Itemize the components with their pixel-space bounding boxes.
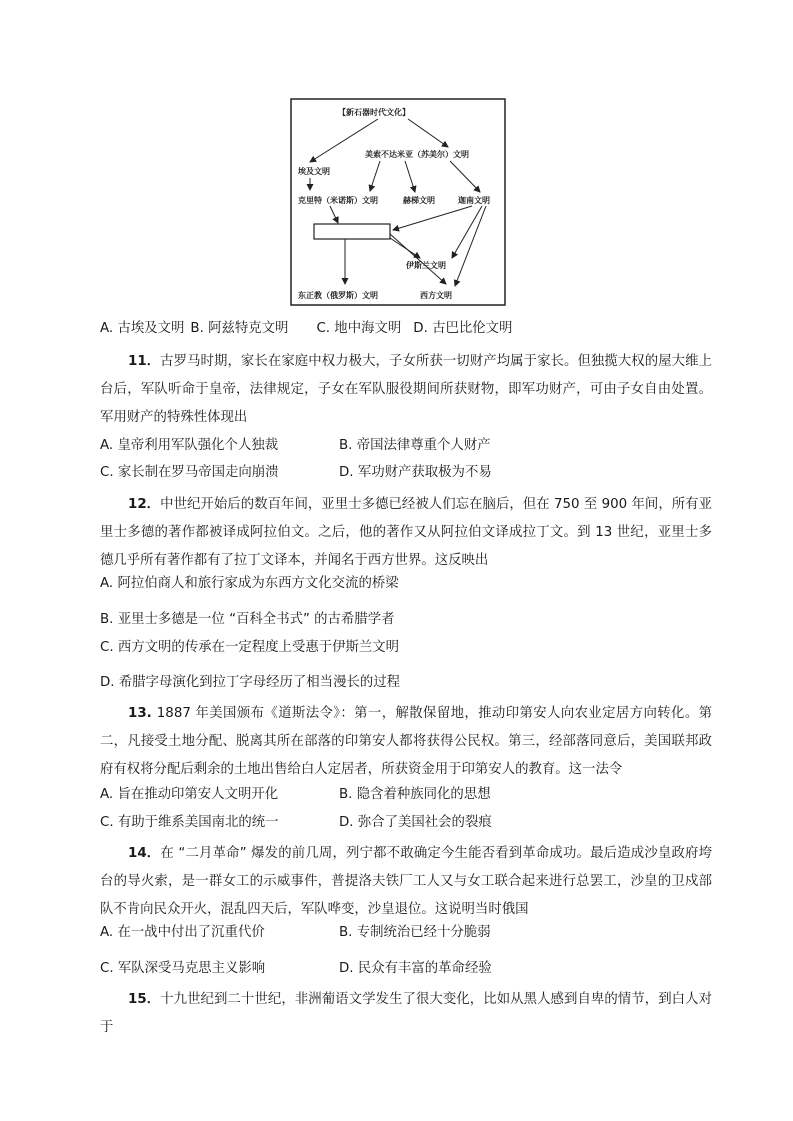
q11-stem bbox=[100, 348, 712, 432]
q11-option-b[interactable]: B. 帝国法律尊重个人财产 bbox=[339, 438, 491, 453]
diagram-node-orthodox: 东正教（俄罗斯）文明 bbox=[298, 290, 378, 300]
q11-text: 古罗马时期，家长在家庭中权力极大，子女所获一切财产均属于家长。但独揽大权的屋大维上台后，军队听命于皇帝，法律规定，子女在军队服役期间所获财物，即军功财产，可由子女自由处置。军用财产的特殊性体现出 bbox=[100, 354, 712, 425]
q10-option-b[interactable]: B. 阿兹特克文明 bbox=[190, 321, 289, 336]
q12-option-a[interactable]: A. 阿拉伯商人和旅行家成为东西方文化交流的桥梁 bbox=[100, 576, 399, 591]
q15-stem bbox=[100, 986, 712, 1042]
q15-number: 15． bbox=[128, 992, 161, 1007]
q14-option-c[interactable]: C. 军队深受马克思主义影响 bbox=[100, 961, 266, 976]
q10-option-a[interactable]: A. 古埃及文明 bbox=[100, 321, 185, 336]
q14-option-a[interactable]: A. 在一战中付出了沉重代价 bbox=[100, 925, 265, 940]
q14-number: 14． bbox=[128, 846, 161, 861]
q12-option-d[interactable]: D. 希腊字母演化到拉丁字母经历了相当漫长的过程 bbox=[100, 675, 401, 690]
q13-option-c[interactable]: C. 有助于维系美国南北的统一 bbox=[100, 815, 279, 830]
q13-text: 1887 年美国颁布《道斯法令》：第一，解散保留地，推动印第安人向农业定居方向转化。第二，凡接受土地分配、脱离其所在部落的印第安人都将获得公民权。第三，经部落同意后，美国联邦政府有权将分配后剩余的土地出售给白人定居者，所获资金用于印第安人的教育。这一法令 bbox=[100, 706, 712, 777]
civilization-diagram bbox=[290, 98, 506, 306]
q13-stem bbox=[100, 700, 712, 784]
q11-number: 11． bbox=[128, 354, 161, 369]
q12-text: 中世纪开始后的数百年间，亚里士多德已经被人们忘在脑后，但在 750 至 900 年间，所有亚里士多德的著作都被译成阿拉伯文。之后，他的著作又从阿拉伯文译成拉丁文。到 13 世纪，亚里士多德几乎所有著作都有了拉丁文译本，并闻名于西方世界。这反映出 bbox=[100, 497, 713, 568]
q14-option-b[interactable]: B. 专制统治已经十分脆弱 bbox=[339, 925, 491, 940]
q14-option-d[interactable]: D. 民众有丰富的革命经验 bbox=[339, 961, 492, 976]
q10-option-d[interactable]: D. 古巴比伦文明 bbox=[413, 321, 513, 336]
diagram-node-crete: 克里特（米诺斯）文明 bbox=[298, 195, 378, 205]
q13-option-d[interactable]: D. 弥合了美国社会的裂痕 bbox=[339, 815, 492, 830]
q14-text: 在 “二月革命” 爆发的前几周，列宁都不敢确定今生能否看到革命成功。最后造成沙皇政府垮台的导火索，是一群女工的示威事件，普提洛夫铁厂工人又与女工联合起来进行总罢工，沙皇的卫戍部队不肯向民众开火，混乱四天后，军队哗变，沙皇退位。这说明当时俄国 bbox=[100, 846, 712, 917]
q11-option-c[interactable]: C. 家长制在罗马帝国走向崩溃 bbox=[100, 465, 279, 480]
diagram-node-islam: 伊斯兰文明 bbox=[406, 260, 446, 270]
q11-option-a[interactable]: A. 皇帝利用军队强化个人独裁 bbox=[100, 438, 279, 453]
q13-option-a[interactable]: A. 旨在推动印第安人文明开化 bbox=[100, 787, 279, 802]
q15-text: 十九世纪到二十世纪，非洲葡语文学发生了很大变化，比如从黑人感到自卑的情节，到白人对于 bbox=[100, 992, 712, 1035]
diagram-node-western: 西方文明 bbox=[420, 290, 452, 300]
diagram-node-mesopotamia: 美索不达米亚（苏美尔）文明 bbox=[365, 149, 469, 159]
diagram-node-egypt: 埃及文明 bbox=[298, 166, 330, 176]
q10-options bbox=[100, 320, 512, 338]
diagram-node-hittite: 赫梯文明 bbox=[403, 195, 435, 205]
q10-option-c[interactable]: C. 地中海文明 bbox=[316, 321, 402, 336]
q11-option-d[interactable]: D. 军功财产获取极为不易 bbox=[339, 465, 492, 480]
q12-number: 12． bbox=[128, 497, 161, 512]
q13-option-b[interactable]: B. 隐含着种族同化的思想 bbox=[339, 787, 491, 802]
q12-option-b[interactable]: B. 亚里士多德是一位 “百科全书式” 的古希腊学者 bbox=[100, 612, 395, 627]
q14-stem bbox=[100, 840, 712, 924]
q12-stem bbox=[100, 491, 712, 575]
diagram-node-neolithic: 【新石器时代文化】 bbox=[338, 107, 410, 117]
civilization-diagram-svg bbox=[290, 98, 506, 306]
q13-number: 13. bbox=[128, 706, 157, 721]
q12-option-c[interactable]: C. 西方文明的传承在一定程度上受惠于伊斯兰文明 bbox=[100, 640, 400, 655]
diagram-blank-box bbox=[314, 224, 390, 239]
diagram-node-canaan: 迦南文明 bbox=[458, 195, 490, 205]
